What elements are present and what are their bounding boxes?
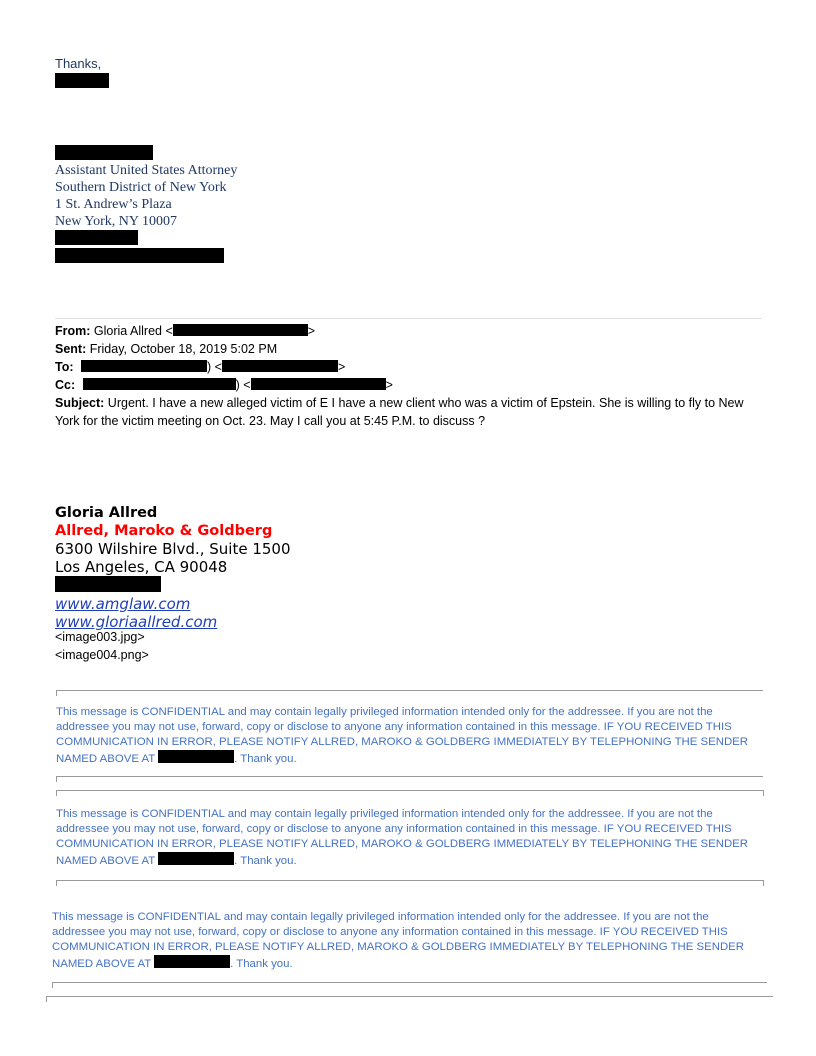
- subject-line: [55, 394, 765, 430]
- sender-links: [55, 595, 217, 631]
- redaction-name: [55, 73, 109, 88]
- amglaw-link[interactable]: www.amglaw.com: [55, 595, 191, 613]
- redaction-notice1-phone: [158, 750, 234, 763]
- confidential-notice-1: [56, 705, 760, 767]
- confidential-notice-2: [56, 807, 760, 869]
- notice1-text: This message is CONFIDENTIAL and may contain legally privileged information intended only for the addressee. If you are not the addressee you may not use, forward, copy or disclose to anyone any information contained in this message. IF YOU RECEIVED THIS COMMUNICATION IN ERROR, PLEASE NOTIFY ALLRED, MAROKO & GOLDBERG IMMEDIATELY BY TELEPHONING THE SENDER NAMED ABOVE AT: [56, 706, 749, 765]
- from-line: [55, 322, 765, 340]
- cc-line: [55, 376, 765, 394]
- attachment-image004[interactable]: <image004.png>: [55, 648, 149, 662]
- to-label: To:: [55, 360, 74, 374]
- redaction-cc-name: [83, 378, 236, 390]
- notice2-bottom-rule: [56, 880, 764, 886]
- cc-sep: ) <: [235, 378, 251, 392]
- attachments: [55, 628, 149, 664]
- sent-label: Sent:: [55, 342, 87, 356]
- notice3-text: This message is CONFIDENTIAL and may contain legally privileged information intended only for the addressee. If you are not the addressee you may not use, forward, copy or disclose to anyone any information contained in this message. IF YOU RECEIVED THIS COMMUNICATION IN ERROR, PLEASE NOTIFY ALLRED, MAROKO & GOLDBERG IMMEDIATELY BY TELEPHONING THE SENDER NAMED ABOVE AT: [52, 911, 745, 970]
- notice1-top-rule: [56, 690, 763, 696]
- confidential-notice-3: [52, 910, 764, 972]
- closing-text: Thanks,: [55, 56, 102, 71]
- to-sep: ) <: [207, 360, 222, 374]
- header-separator: [55, 318, 762, 319]
- redaction-sender-phone: [55, 576, 161, 592]
- redaction-from-email: [173, 324, 308, 336]
- notice3-bottom-rule: [52, 982, 767, 988]
- cc-close: >: [385, 378, 393, 392]
- notice1-bottom-rule: [56, 776, 763, 782]
- from-label: From:: [55, 324, 91, 338]
- redaction-phone: [55, 230, 138, 245]
- attorney-address-line1: 1 St. Andrew’s Plaza: [55, 197, 172, 212]
- sender-signature: [55, 504, 291, 576]
- notice2-thanks: . Thank you.: [234, 855, 297, 867]
- firm-address-line2: Los Angeles, CA 90048: [55, 558, 228, 576]
- sender-name: Gloria Allred: [55, 505, 158, 521]
- redaction-attorney-name: [55, 145, 153, 160]
- firm-name: Allred, Maroko & Goldberg: [55, 523, 273, 539]
- redaction-cc-email: [251, 378, 386, 390]
- redaction-to-email: [222, 360, 338, 372]
- cc-label: Cc:: [55, 378, 76, 392]
- subject-label: Subject:: [55, 396, 105, 410]
- sent-value: Friday, October 18, 2019 5:02 PM: [89, 342, 278, 356]
- to-close: >: [337, 360, 346, 374]
- sent-line: [55, 340, 765, 358]
- outer-bottom-rule: [46, 996, 773, 1002]
- redaction-notice3-phone: [154, 955, 230, 968]
- gloriaallred-link[interactable]: www.gloriaallred.com: [55, 613, 218, 631]
- attorney-address-line2: New York, NY 10007: [55, 214, 177, 229]
- notice1-thanks: . Thank you.: [234, 753, 297, 765]
- firm-address-line1: 6300 Wilshire Blvd., Suite 1500: [55, 540, 291, 558]
- notice2-top-rule: [56, 790, 764, 796]
- attorney-title: Assistant United States Attorney: [55, 163, 238, 178]
- attorney-office: Southern District of New York: [55, 180, 227, 195]
- attorney-block: [55, 162, 237, 230]
- redaction-notice2-phone: [158, 852, 234, 865]
- notice2-text: This message is CONFIDENTIAL and may contain legally privileged information intended only for the addressee. If you are not the addressee you may not use, forward, copy or disclose to anyone any information contained in this message. IF YOU RECEIVED THIS COMMUNICATION IN ERROR, PLEASE NOTIFY ALLRED, MAROKO & GOLDBERG IMMEDIATELY BY TELEPHONING THE SENDER NAMED ABOVE AT: [56, 808, 749, 867]
- redaction-email: [55, 248, 224, 263]
- notice3-thanks: . Thank you.: [230, 958, 293, 970]
- subject-value: Urgent. I have a new alleged victim of E I have a new client who was a victim of Epstein. She is willing to fly to New York for the victim meeting on Oct. 23. May I call you at 5:45 P.M. to discuss ?: [55, 396, 744, 428]
- from-close: >: [307, 324, 316, 338]
- from-value: Gloria Allred <: [93, 324, 173, 338]
- redaction-to-name: [81, 360, 207, 372]
- attachment-image003[interactable]: <image003.jpg>: [55, 630, 145, 644]
- to-line: [55, 358, 765, 376]
- email-header: [55, 322, 765, 430]
